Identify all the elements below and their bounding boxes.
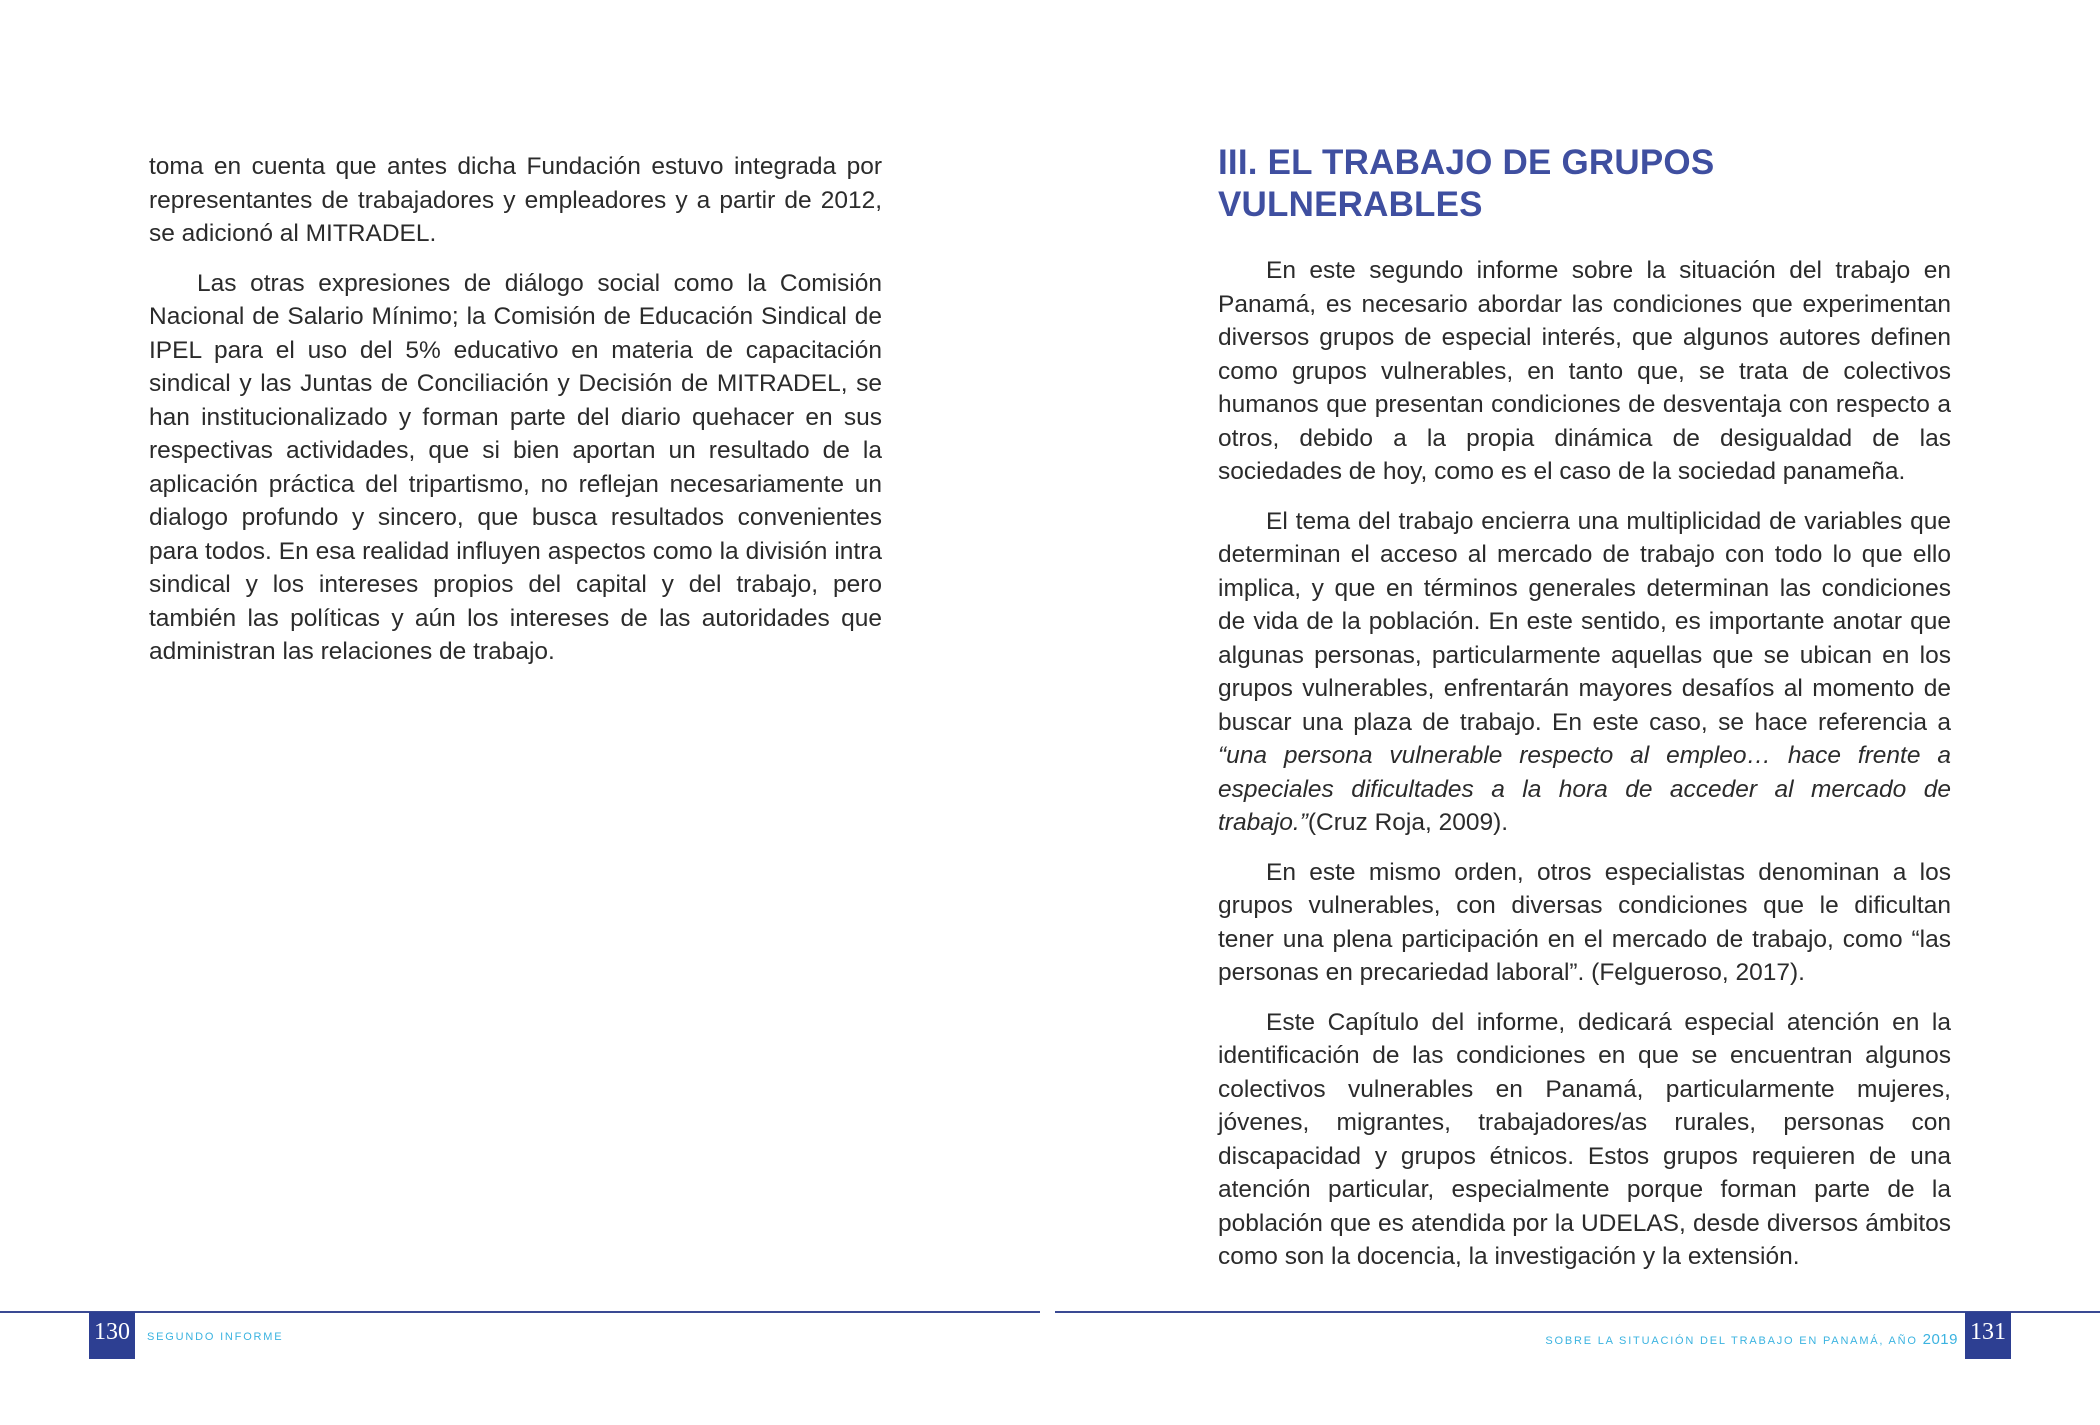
paragraph: En este segundo informe sobre la situación del trabajo en Panamá, es necesario abordar las condiciones que experimentan diversos grupos de especial interés, que algunos autores definen como grupos vulnerables, en tanto que, se trata de colectivos humanos que presentan condiciones de desventaja con respecto a otros, debido a la propia dinámica de desigualdad de las sociedades de hoy, como es el caso de la sociedad panameña.	[1218, 257, 1951, 485]
running-head-text: SOBRE LA SITUACIÓN DEL TRABAJO EN PANAMÁ, AÑO	[1545, 1335, 1918, 1347]
page-number: 130	[89, 1312, 135, 1359]
paragraph: toma en cuenta que antes dicha Fundación estuvo integrada por representantes de trabajadores y empleadores y a partir de 2012, se adicionó al MITRADEL.	[149, 153, 882, 247]
footer-rule	[1055, 1311, 2100, 1313]
running-head-year: 2019	[1922, 1331, 1958, 1348]
running-head	[1545, 1331, 1958, 1348]
page-number: 131	[1965, 1312, 2011, 1359]
right-page	[1050, 0, 2100, 1425]
paragraph: Este Capítulo del informe, dedicará especial atención en la identificación de las condiciones en que se encuentran algunos colectivos vulnerables en Panamá, particularmente mujeres, jóvenes, migrantes, trabajadores/as rurales, personas con discapacidad y grupos étnicos. Estos grupos requieren de una atención particular, especialmente porque forman parte de la población que es atendida por la UDELAS, desde diversos ámbitos como son la docencia, la investigación y la extensión.	[1218, 1008, 1951, 1270]
running-head: SEGUNDO INFORME	[147, 1331, 284, 1343]
section-heading: III. EL TRABAJO DE GRUPOS VULNERABLES	[1218, 143, 1715, 224]
paragraph	[1218, 505, 1951, 840]
quotation: “una persona vulnerable respecto al empleo… hace frente a especiales dificultades a la hora de acceder al mercado de trabajo.”	[1218, 742, 1951, 836]
right-text-column	[1218, 142, 1951, 1290]
paragraph-text: El tema del trabajo encierra una multiplicidad de variables que determinan el acceso al mercado de trabajo con todo lo que ello implica, y que en términos generales determinan las condiciones de vida de la población. En este sentido, es importante anotar que algunas personas, particularmente aquellas que se ubican en los grupos vulnerables, enfrentarán mayores desafíos al momento de buscar una plaza de trabajo. En este caso, se hace referencia a	[1218, 507, 1951, 736]
paragraph: En este mismo orden, otros especialistas denominan a los grupos vulnerables, con diversas condiciones que le dificultan tener una plena participación en el mercado de trabajo, como “las personas en precariedad laboral”. (Felgueroso, 2017).	[1218, 858, 1951, 986]
paragraph: Las otras expresiones de diálogo social como la Comisión Nacional de Salario Mínimo; la Comisión de Educación Sindical de IPEL para el uso del 5% educativo en materia de capacitación sindical y las Juntas de Conciliación y Decisión de MITRADEL, se han institucionalizado y forman parte del diario quehacer en sus respectivas actividades, que si bien aportan un resultado de la aplicación práctica del tripartismo, no reflejan necesariamente un dialogo profundo y sincero, que busca resultados convenientes para todos. En esa realidad influyen aspectos como la división intra sindical y los intereses propios del capital y del trabajo, pero también las políticas y aún los intereses de las autoridades que administran las relaciones de trabajo.	[149, 269, 882, 665]
footer-rule	[0, 1311, 1040, 1313]
citation: (Cruz Roja, 2009).	[1307, 809, 1509, 836]
left-text-column	[149, 150, 882, 685]
